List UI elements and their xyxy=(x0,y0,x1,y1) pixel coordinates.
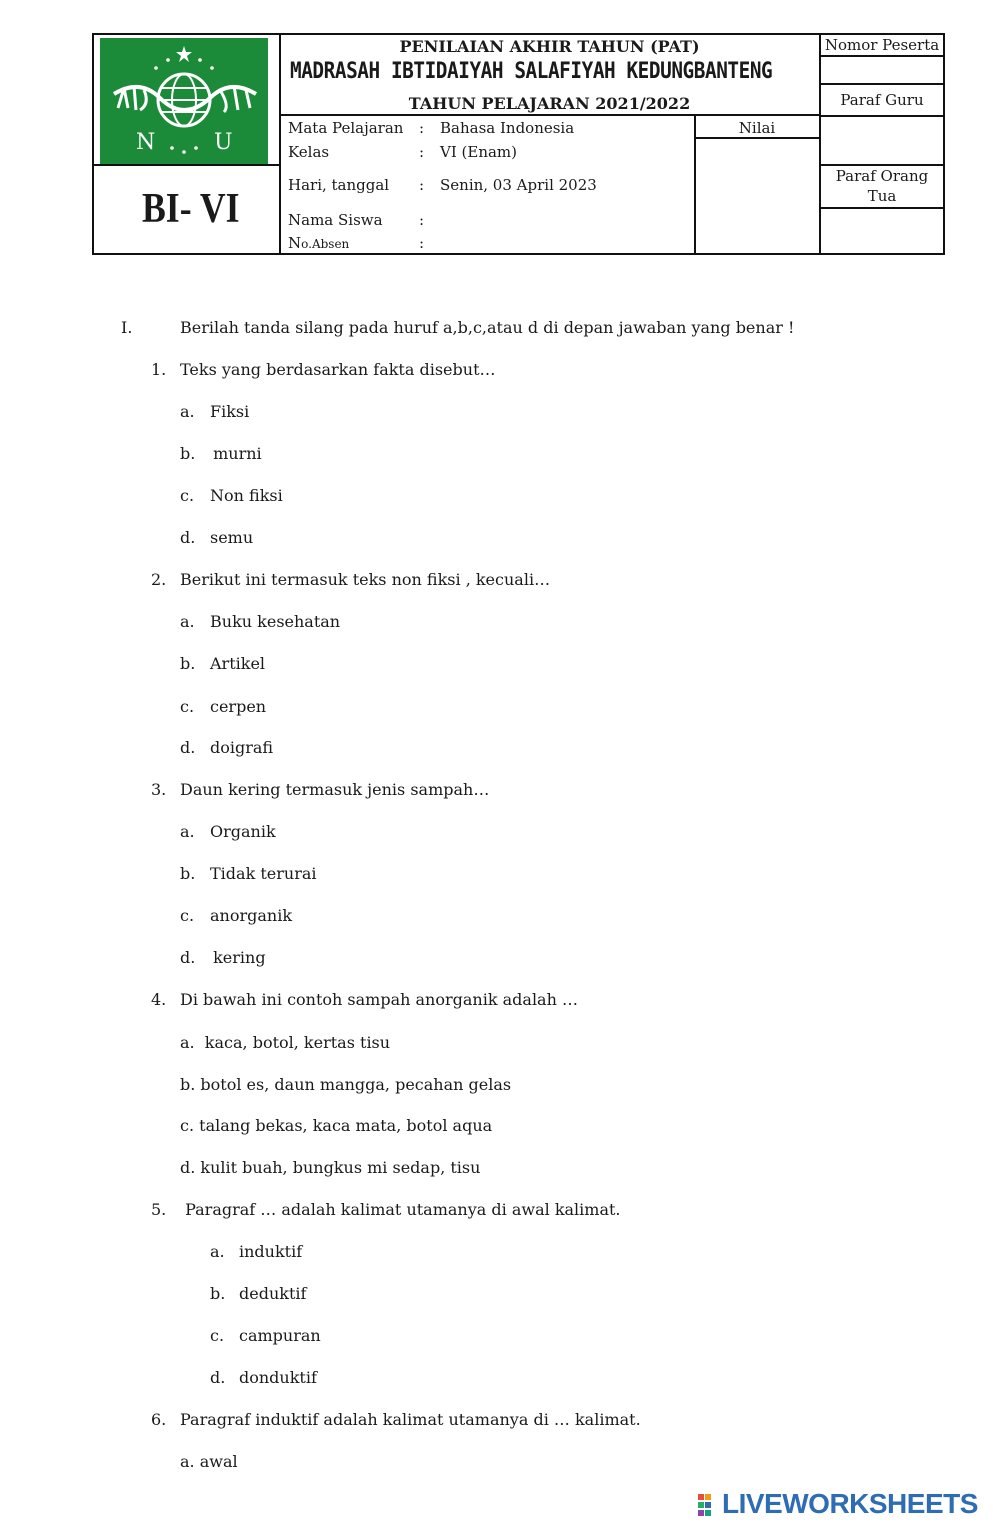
option-text: donduktif xyxy=(239,1368,317,1387)
option-letter[interactable]: b. xyxy=(210,1284,226,1303)
option-item[interactable]: a. kaca, botol, kertas tisu xyxy=(180,1033,391,1052)
option-letter[interactable]: c. xyxy=(180,906,195,925)
divider xyxy=(820,83,944,85)
option-text: kering xyxy=(208,948,266,967)
option-item[interactable]: c. talang bekas, kaca mata, botol aqua xyxy=(180,1116,493,1135)
option-text: cerpen xyxy=(210,697,267,716)
question-text: Di bawah ini contoh sampah anorganik adalah … xyxy=(180,990,578,1009)
option-letter[interactable]: b. xyxy=(180,654,196,673)
question-text: Paragraf … adalah kalimat utamanya di awal kalimat. xyxy=(180,1200,621,1219)
option-text: Non fiksi xyxy=(210,486,283,505)
option-letter[interactable]: d. xyxy=(180,528,196,547)
question-number: 3. xyxy=(151,780,167,799)
option-letter[interactable]: c. xyxy=(210,1326,225,1345)
logo-letter-n: N xyxy=(136,130,156,155)
option-text: Organik xyxy=(210,822,276,841)
nilai-label: Nilai xyxy=(738,119,776,137)
field-label: Hari, tanggal xyxy=(288,176,390,194)
question-text: Daun kering termasuk jenis sampah… xyxy=(180,780,490,799)
option-text: Artikel xyxy=(210,654,266,673)
liveworksheets-logo-icon xyxy=(698,1494,718,1516)
subject-code: BI- VI xyxy=(142,186,240,232)
question-number: 4. xyxy=(151,990,167,1009)
field-label-small: o.Absen xyxy=(301,237,350,251)
academic-year: TAHUN PELAJARAN 2021/2022 xyxy=(408,94,691,113)
divider xyxy=(93,164,280,166)
option-letter[interactable]: c. xyxy=(180,486,195,505)
option-letter[interactable]: b. xyxy=(180,444,196,463)
section-instruction: Berilah tanda silang pada huruf a,b,c,atau d di depan jawaban yang benar ! xyxy=(180,318,795,337)
divider xyxy=(695,137,820,139)
divider xyxy=(820,55,944,57)
field-label: Nama Siswa xyxy=(288,211,383,229)
field-label xyxy=(288,234,349,252)
field-value: VI (Enam) xyxy=(440,143,518,161)
option-letter[interactable]: d. xyxy=(180,738,196,757)
option-letter[interactable]: a. xyxy=(180,612,195,631)
field-sep: : xyxy=(419,211,425,229)
option-item[interactable]: a. awal xyxy=(180,1452,238,1471)
option-text: campuran xyxy=(239,1326,321,1345)
question-text: Paragraf induktif adalah kalimat utamanya di … kalimat. xyxy=(180,1410,641,1429)
option-text: Tidak terurai xyxy=(210,864,317,883)
option-text: doigrafi xyxy=(210,738,274,757)
question-number: 6. xyxy=(151,1410,167,1429)
exam-title: PENILAIAN AKHIR TAHUN (PAT) xyxy=(399,37,700,56)
question-number: 5. xyxy=(151,1200,167,1219)
divider xyxy=(280,114,820,116)
logo-letter-u: U xyxy=(214,130,233,155)
section-numeral: I. xyxy=(121,318,133,337)
school-name: MADRASAH IBTIDAIYAH SALAFIYAH KEDUNGBANTENG xyxy=(290,59,773,84)
field-sep: : xyxy=(419,176,425,194)
option-text: anorganik xyxy=(210,906,293,925)
option-text: Buku kesehatan xyxy=(210,612,341,631)
option-text: semu xyxy=(210,528,254,547)
globe-icon xyxy=(100,38,268,164)
divider xyxy=(820,164,944,166)
field-label: Mata Pelajaran xyxy=(288,119,404,137)
paraf-orang-tua-label: Paraf Orang xyxy=(835,167,929,185)
field-label: Kelas xyxy=(288,143,330,161)
option-text: induktif xyxy=(239,1242,303,1261)
option-letter[interactable]: a. xyxy=(180,402,195,421)
field-value: Senin, 03 April 2023 xyxy=(440,176,597,194)
option-item[interactable]: b. botol es, daun mangga, pecahan gelas xyxy=(180,1075,512,1094)
option-letter[interactable]: c. xyxy=(180,697,195,716)
option-item[interactable]: d. kulit buah, bungkus mi sedap, tisu xyxy=(180,1158,481,1177)
field-label-main: N xyxy=(288,234,302,252)
divider xyxy=(279,34,281,254)
divider xyxy=(819,34,821,254)
option-text: Fiksi xyxy=(210,402,250,421)
nomor-peserta-label: Nomor Peserta xyxy=(824,36,940,54)
question-text: Teks yang berdasarkan fakta disebut… xyxy=(180,360,496,379)
option-text: murni xyxy=(208,444,262,463)
option-letter[interactable]: a. xyxy=(210,1242,225,1261)
option-letter[interactable]: d. xyxy=(210,1368,226,1387)
option-letter[interactable]: d. xyxy=(180,948,196,967)
paraf-orang-tua-label-2: Tua xyxy=(867,187,897,205)
field-sep: : xyxy=(419,234,425,252)
field-sep: : xyxy=(419,119,425,137)
nu-logo xyxy=(100,38,268,164)
question-number: 2. xyxy=(151,570,167,589)
divider xyxy=(820,207,944,209)
divider xyxy=(820,115,944,117)
liveworksheets-watermark[interactable]: LIVEWORKSHEETS xyxy=(722,1488,978,1519)
option-letter[interactable]: b. xyxy=(180,864,196,883)
question-text: Berikut ini termasuk teks non fiksi , kecuali… xyxy=(180,570,551,589)
paraf-guru-label: Paraf Guru xyxy=(840,91,924,109)
option-text: deduktif xyxy=(239,1284,307,1303)
field-value: Bahasa Indonesia xyxy=(440,119,575,137)
option-letter[interactable]: a. xyxy=(180,822,195,841)
field-sep: : xyxy=(419,143,425,161)
question-number: 1. xyxy=(151,360,167,379)
